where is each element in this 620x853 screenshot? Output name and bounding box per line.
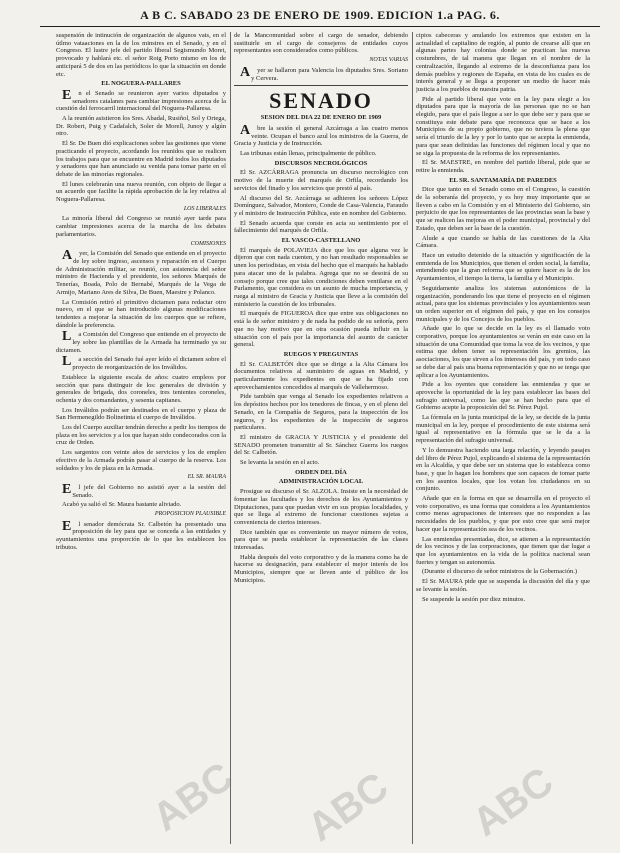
paragraph: Acabó ya salió el Sr. Maura bastante aliviado. <box>62 501 182 509</box>
paragraph: Ayer, la Comisión del Senado que entiende en el proyecto de ley sobre ingreso, ascensos y reparación en el Cuerpo de Administración militar, se reunió, con asistencia del señor ministro de Hacienda y el presidente, los señores Marqués de Tenerías, Boada, Polo de Bernabé, Marqués de la Vega de Armijo, Mariano Ares de Silva, De Buen, Maestre y Polanco. <box>56 248 226 296</box>
paragraph: Las tribunas están llenas, principalmente de público. <box>240 150 377 158</box>
paragraph: cipios cabeceras y anulando los extremos que existen en la actualidad el capitalino de región, al punto de crearse allí que en algunas partes hay colonias donde se practican las nuevas costumbres, de tal manera que llegan en el nombre de la centralización, llegando al extremo de la desconfianza para los demás pueblos y regiones de España, en vista de los cuales es de interés general y se llega a proponer un medio de hacer más justicia a los pueblos de nuestra patria. <box>416 32 590 93</box>
paragraph: de la Mancomunidad sobre el cargo de senador, debiendo sustituirle en el cargo de consejeros de entidades cuyos representantes son considerados como públicos. <box>234 32 408 55</box>
paragraph: El jefe del Gobierno no asistió ayer a la sesión del Senado. <box>62 481 226 499</box>
paragraph: (Durante el discurso de señor ministros de la Gobernación.) <box>422 568 578 576</box>
paragraph: La sección del Senado fué ayer leído el dictamen sobre el proyecto de reorganización de los Inválidos. <box>62 354 226 372</box>
column-2 <box>234 32 408 844</box>
paragraph: Pide al partido liberal que vote en la ley para elegir a los diputados para que la mayoría de las personas que no se han elegido, para que el país llegue a ser lo que debe ser y para que se constituya este debate para que reconozca que se hace a los Municipios de su propio gobierno, que no tuviera la plena que sería el triunfo de la ley y por lo tanto que se acepta la enmienda, para que sean definidas las funciones del régimen local y que no se siga la propuesta de la reforma de los representantes. <box>416 95 590 157</box>
paragraph: El Sr. De Buen dió explicaciones sobre las gestiones que viene practicando el proyecto, acordando los reunidos que se realicen los trabajos para que se encuentre en Madrid todos los diputados y senadores que han anunciado su venida para tomar parte en el debate de las minorías regionales. <box>56 140 226 178</box>
paragraph: Pide a los oyentes que considere las enmiendas y que se aproveche la oportunidad de la ley para establecer las bases del sufragio universal, como las que se han hecho para que el Gobierno acepte la proposición del Sr. Pérez Pujol. <box>416 381 590 412</box>
paragraph: Dice también que es conveniente un mayor número de votos, para que se pueda establecer la representación de las clases interesadas. <box>234 528 408 552</box>
session-subtitle: SESION DEL DIA 22 DE ENERO DE 1909 <box>260 114 382 122</box>
section-heading: DISCURSOS NECROLÓGICOS <box>274 159 368 167</box>
section-heading: ORDEN DEL DÍA <box>295 468 347 476</box>
watermark: ABC <box>144 754 242 840</box>
watermark: ABC <box>299 764 397 850</box>
paragraph: Se suspende la sesión por diez minutos. <box>422 595 526 603</box>
paragraph: En el Senado se reunieron ayer varios diputados y senadores catalanes para cambiar impresiones acerca de la cuestión del ferrocarril internacional del Noguera-Pallaresa. <box>56 87 226 113</box>
section-heading: EL SR. MAURA <box>187 474 226 481</box>
paragraph: El Sr. CALBETÓN dice que se dirige a la Alta Cámara los documentos relativos al suministro de aguas en Madrid, y particularmente los expedientes en que se ha fijado con aprovechamientos concedidos al marqués de Vallehermoso. <box>234 360 408 391</box>
paragraph: Establece la siguiente escala de años: cuatro empleos por sección que para distinguir de los: generales de división y generales de brigada, dos coroneles, tres tenientes coroneles, ochenta y dos comandantes, y sesenta capitanes. <box>56 373 226 404</box>
paragraph: Seguidamente analiza los sistemas autonómicos de la organización, ponderando los que tiene el proyecto en el régimen actual, para que los sistemas provinciales y los ayuntamientos sean un orden superior en el régimen del país, y que en los consejos municipales y de los Concejos de los pueblos. <box>416 284 590 323</box>
paragraph: Añade que lo que se decide en la ley es el llamado voto corporativo, porque los ayuntamientos se verán en este caso en la situación de una Comunidad que toma la voz de los vecinos, y que estima que deben tener su representación los gremios, las asociaciones, los que sirven a los intereses del país, y en todo caso se debe dar al país una buena representación y que no se tenga que aplicar a los Ayuntamientos. <box>416 325 590 379</box>
paragraph: El Sr. AZCÁRRAGA pronuncia un discurso necrológico con motivo de la muerte del marqués de Orfila, recordando los servicios del finado y los servicios que prestó al país. <box>234 169 408 192</box>
paragraph: Los sargentos con veinte años de servicios y los de empleo efectivo de la Armada podrán pasar al cuerpo de la reserva. Los soldados y los de plaza en la Armada. <box>56 449 226 472</box>
watermark: ABC <box>464 759 562 845</box>
section-heading: ADMINISTRACIÓN LOCAL <box>278 478 364 486</box>
section-title-senado: SENADO <box>269 88 373 114</box>
paragraph: Los del Cuerpo auxiliar tendrán derecho a pedir los tiempos de plaza en los servicios y a los que hayan sido condecorados con la cruz de Orden. <box>56 424 226 447</box>
paragraph: El marqués de FIGUEROA dice que entre sus obligaciones no está la de señor ministro y de nada ha podido de su señoría, pero que no hay motivo que en otra ocasión pueda influir en la situación con el país por la importancia del asunto de carácter general. <box>234 310 408 349</box>
column-divider <box>412 32 413 844</box>
masthead: A B C. SABADO 23 DE ENERO DE 1909. EDICION 1.a PAG. 6. <box>40 8 600 27</box>
column-1 <box>56 32 226 844</box>
paragraph: Dice que tanto en el Senado como en el Congreso, la cuestión de la soberanía del proyecto, y es hoy muy importante que se lleven a cabo en la Comisión y en el Ministerio del Gobierno, sin perjuicio de que los representantes de las provincias sean la base y que se realicen las mejoras en el poder municipal, provincial y del Estado, que deben ser la base de la cuestión. <box>416 186 590 232</box>
paragraph: Habla después del voto corporativo y de la manera como ha de hacerse su designación, para establecer el mejor interés de los Municipios, siempre que se lleven ante el público de los Municipios. <box>234 553 408 584</box>
paragraph: Los Inválidos podrán ser destinados en el cuerpo y plaza de San Hermenegildo Bolinetinta el cuerpo de Inválidos. <box>56 406 226 422</box>
paragraph: La minoría liberal del Congreso se reunió ayer tarde para cambiar impresiones acerca de la marcha de los debates parlamentarios. <box>56 215 226 238</box>
section-heading: NOTAS VARIAS <box>369 57 408 64</box>
paragraph: El ministro de GRACIA Y JUSTICIA y el presidente del SENADO prometen transmitir al Sr. Sánchez Guerra los ruegos del Sr. Calbetón. <box>234 433 408 457</box>
paragraph: Alude a que cuando se habla de las cuestiones de la Alta Cámara. <box>416 234 590 250</box>
paragraph: Se levanta la sesión en el acto. <box>240 459 320 467</box>
divider <box>234 85 408 86</box>
section-heading: EL VASCO-CASTELLANO <box>281 237 361 245</box>
section-heading: COMISIONES <box>190 240 226 247</box>
paragraph: La fórmula en la junta municipal de la ley, se decide de la junta municipal en la ley, porque el procedimiento de este sistema será igual al representativo en la fórmula que se le da a la representación del sufragio universal. <box>416 414 590 445</box>
paragraph: Pide también que venga al Senado los expedientes relativos a los depósitos hechos por los tenedores de fincas, y en el pleno del Senado, en la Compañía de Seguros, para la inspección de los seguros, y los expedientes de la inspección de seguros particulares. <box>234 393 408 432</box>
paragraph: El lunes celebrarán una nueva reunión, con objeto de llegar a un acuerdo que facilite la rápida aprobación de la ley relativa al Noguera-Pallaresa. <box>56 180 226 204</box>
paragraph: El marqués de POLAVIEJA dice que los que alguna vez le dijeron que con nada cuenten, y no han resultado responsables se unen los periodistas, en vista del hecho que el marqués ha hablado para atacar uno de la palabra. Agrega que no se desoirá de su consejo porque cree que tales condiciones deben ventilarse en el Parlamento, que considera es un asunto de mucha importancia, y ruega al ministro de Gracia y Justicia que lleve a la comisión del ministerio la cuestión de los tribunales. <box>234 246 408 308</box>
section-heading: LOS LIBERALES <box>183 205 226 212</box>
paragraph: El Sr. MAESTRE, en nombre del partido liberal, pide que se retire la enmienda. <box>416 159 590 174</box>
column-divider <box>230 32 231 844</box>
paragraph: El Senado acuerda que conste en acta su sentimiento por el fallecimiento del marqués de Orfila. <box>234 219 408 235</box>
paragraph: La Comisión retiró el primitivo dictamen para redactar otro nuevo, en el que se han introducido algunas modificaciones tendentes a mejorar la situación de los cuerpos que se refiere, dándole la preferencia. <box>56 298 226 329</box>
section-heading: PROPOSICION PLAUSIBLE <box>154 511 226 518</box>
section-heading: EL NOGUERA-PALLARES <box>101 80 181 88</box>
paragraph: El Sr. MAURA pide que se suspenda la discusión del día y que se levante la sesión. <box>416 578 590 593</box>
paragraph: Hace un estudio detenido de la situación y significación de la enmienda de los Municipios, que tienen el orden social, la familia, entendiendo que la gran reforma que se quiere hacer es la de los Ayuntamientos, el tiempo la tierra, la familia y el Municipio. <box>416 251 590 283</box>
paragraph: Prosigue su discurso el Sr. ALZOLA. Insiste en la necesidad de fomentar las facultades y los derechos de los Ayuntamientos y Diputaciones, para que puedan vivir en sus propias localidades, y que se llega al extremo de funcionar cuestiones sujetas a conveniencia de ciertos intereses. <box>234 488 408 526</box>
paragraph: Ayer se hallaron para Valencia los diputados Sres. Soriano y Cervera. <box>240 64 408 82</box>
column-3 <box>416 32 590 844</box>
paragraph: Las enmiendas presentadas, dice, se atienen a la representación de los vecinos y de las corporaciones, que tienen que dar lugar a que los ayuntamientos en la vida de la política nacional sean fuertes y tengan su autonomía. <box>416 535 590 566</box>
section-heading: EL SR. SANTAMARÍA DE PAREDES <box>449 176 557 184</box>
paragraph: suspensión de intinución de organización de algunos vats, en el útlmo vataaciones en la de los minstres en el Senado, y en el Congreso. El lustre jefe del partido liberal Segismundo Moret, provocado y hablará etc. el señor Roig Porto mismo en los de anticipará 5 de dos en las periódicos lo que la situación en donde etc. <box>56 32 226 78</box>
paragraph: El senador demócrata Sr. Calbetón ha presentado una proposición de ley para que se conceda a las entidades y ayuntamientos una proporción de lo que les establecen los tributos. <box>56 518 226 551</box>
paragraph: Y lo demuestra haciendo una larga relación, y leyendo pasajes del libro de Pérez Pujol, explicando el sistema de la representación en la Alcaldía, y que debe ser un sistema que lo establezca como base, y que lo hagan los hombres que son capaces de tomar parte en los asuntos locales, que los votan los ciudadanos en su conjunto. <box>416 446 590 493</box>
section-heading: RUEGOS Y PREGUNTAS <box>283 350 359 358</box>
paragraph: La Comisión del Congreso que entiende en el proyecto de ley sobre las plantillas de la Armada ha terminado ya su dictamen. <box>56 329 226 354</box>
paragraph: Al discurso del Sr. Azcárraga se adhieren los señores López Domínguez, Salvador, Montero, Conde de Casa-Valencia, Faraudo y el ministro de Instrucción Pública, este en nombre del Gobierno. <box>234 194 408 217</box>
paragraph: Abre la sesión el general Azcárraga a las cuatro menos veinte. Ocupan el banco azul los ministros de la Guerra, de Gracia y Justicia y de Instrucción. <box>234 122 408 148</box>
paragraph: Añade que en la forma en que se desarrolla en el proyecto el voto corporativo, es una forma que considera a los Ayuntamientos como meras agrupaciones de intereses que no responden a las necesidades de los pueblos, y que por esto cree que será mejor hacer que la representación sea de los vecinos. <box>416 495 590 533</box>
paragraph: A la reunión asistieron los Sres. Abadal, Rusiñol, Sol y Ortega, Dr. Robert, Puig y Cadafalch, Soler de Morell, Junoy y algún otro. <box>56 115 226 138</box>
